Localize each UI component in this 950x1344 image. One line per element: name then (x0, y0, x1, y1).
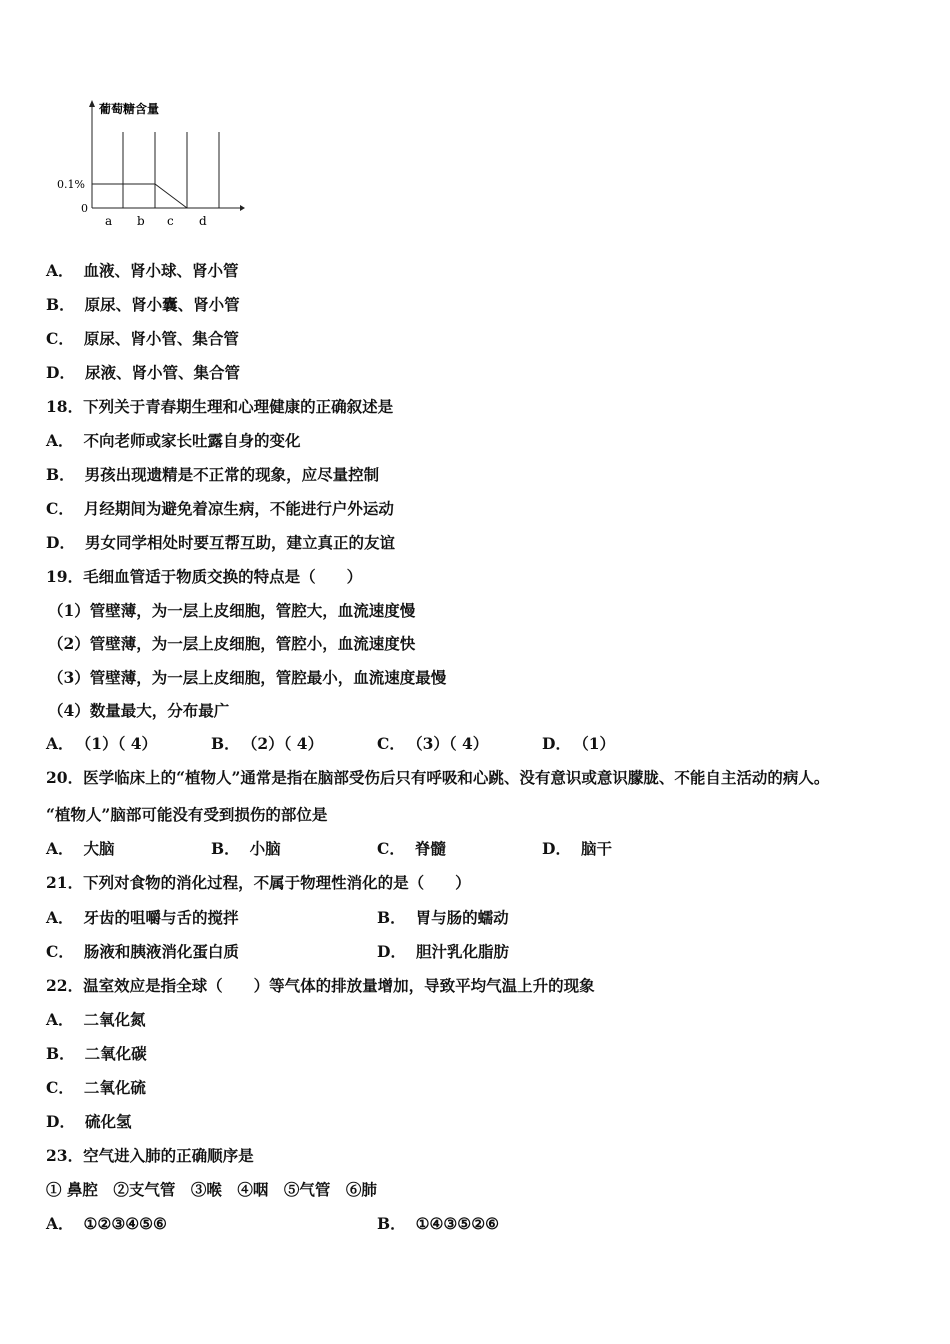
q17-option-c[interactable]: C． 原尿、肾小管、集合管 (46, 329, 239, 348)
x-axis-arrow (240, 205, 245, 211)
y-axis-arrow (89, 100, 95, 107)
chart-y-axis-label: 葡萄糖含量 (99, 102, 160, 116)
q18-option-c[interactable]: C． 月经期间为避免着凉生病，不能进行户外运动 (46, 499, 394, 518)
q17-option-a[interactable]: A． 血液、肾小球、肾小管 (46, 261, 239, 280)
q21-option-c[interactable]: C． 肠液和胰液消化蛋白质 (46, 942, 239, 961)
q22-stem: 22．温室效应是指全球（ ）等气体的排放量增加，导致平均气温上升的现象 (46, 976, 595, 995)
q19-option-b[interactable]: B． （2）（ 4） (211, 734, 324, 753)
q21-stem: 21．下列对食物的消化过程，不属于物理性消化的是（ ） (46, 873, 471, 892)
q22-option-b[interactable]: B． 二氧化碳 (46, 1044, 147, 1063)
q20-option-a[interactable]: A． 大脑 (46, 839, 115, 858)
q23-stem: 23．空气进入肺的正确顺序是 (46, 1146, 254, 1165)
y-tick-label-0-1: 0.1% (57, 178, 85, 191)
glucose-chart (55, 95, 255, 235)
q20-stem-line-1: 20．医学临床上的“植物人”通常是指在脑部受伤后只有呼吸和心跳、没有意识或意识朦胧、不能自主活动的病人。 (46, 768, 830, 787)
q19-item-4: （4）数量最大，分布最广 (48, 701, 230, 720)
q18-stem: 18．下列关于青春期生理和心理健康的正确叙述是 (46, 397, 394, 416)
q21-option-d[interactable]: D． 胆汁乳化脂肪 (377, 942, 509, 961)
q18-option-d[interactable]: D． 男女同学相处时要互帮互助，建立真正的友谊 (46, 533, 395, 552)
q20-option-b[interactable]: B． 小脑 (211, 839, 281, 858)
x-tick-b: b (137, 214, 145, 228)
x-tick-a: a (105, 214, 113, 228)
glucose-series-line (92, 184, 187, 208)
q21-option-a[interactable]: A． 牙齿的咀嚼与舌的搅拌 (46, 908, 239, 927)
q22-option-a[interactable]: A． 二氧化氮 (46, 1010, 146, 1029)
q22-option-d[interactable]: D． 硫化氢 (46, 1112, 132, 1131)
y-tick-label-0: 0 (81, 202, 88, 215)
q18-option-b[interactable]: B． 男孩出现遗精是不正常的现象，应尽量控制 (46, 465, 380, 484)
q23-option-a[interactable]: A． ①②③④⑤⑥ (46, 1214, 167, 1233)
q20-option-d[interactable]: D． 脑干 (542, 839, 612, 858)
q20-option-c[interactable]: C． 脊髓 (377, 839, 446, 858)
q23-option-b[interactable]: B． ①④③⑤②⑥ (377, 1214, 499, 1233)
q19-item-2: （2）管壁薄，为一层上皮细胞，管腔小，血流速度快 (48, 634, 416, 653)
q22-option-c[interactable]: C． 二氧化硫 (46, 1078, 146, 1097)
q19-option-a[interactable]: A． （1）（ 4） (46, 734, 157, 753)
q19-item-3: （3）管壁薄，为一层上皮细胞，管腔最小，血流速度最慢 (48, 668, 447, 687)
q21-option-b[interactable]: B． 胃与肠的蠕动 (377, 908, 509, 927)
q17-option-b[interactable]: B． 原尿、肾小囊、肾小管 (46, 295, 240, 314)
q19-option-d[interactable]: D． （1） (542, 734, 615, 753)
q19-item-1: （1）管壁薄，为一层上皮细胞，管腔大，血流速度慢 (48, 601, 416, 620)
x-tick-d: d (199, 214, 207, 228)
q23-items: ① 鼻腔 ②支气管 ③喉 ④咽 ⑤气管 ⑥肺 (46, 1180, 377, 1199)
x-tick-c: c (167, 214, 174, 228)
q18-option-a[interactable]: A． 不向老师或家长吐露自身的变化 (46, 431, 301, 450)
q20-stem-line-2: “植物人”脑部可能没有受到损伤的部位是 (46, 805, 328, 824)
q19-option-c[interactable]: C． （3）（ 4） (377, 734, 489, 753)
q17-option-d[interactable]: D． 尿液、肾小管、集合管 (46, 363, 240, 382)
q19-stem: 19．毛细血管适于物质交换的特点是（ ） (46, 567, 363, 586)
